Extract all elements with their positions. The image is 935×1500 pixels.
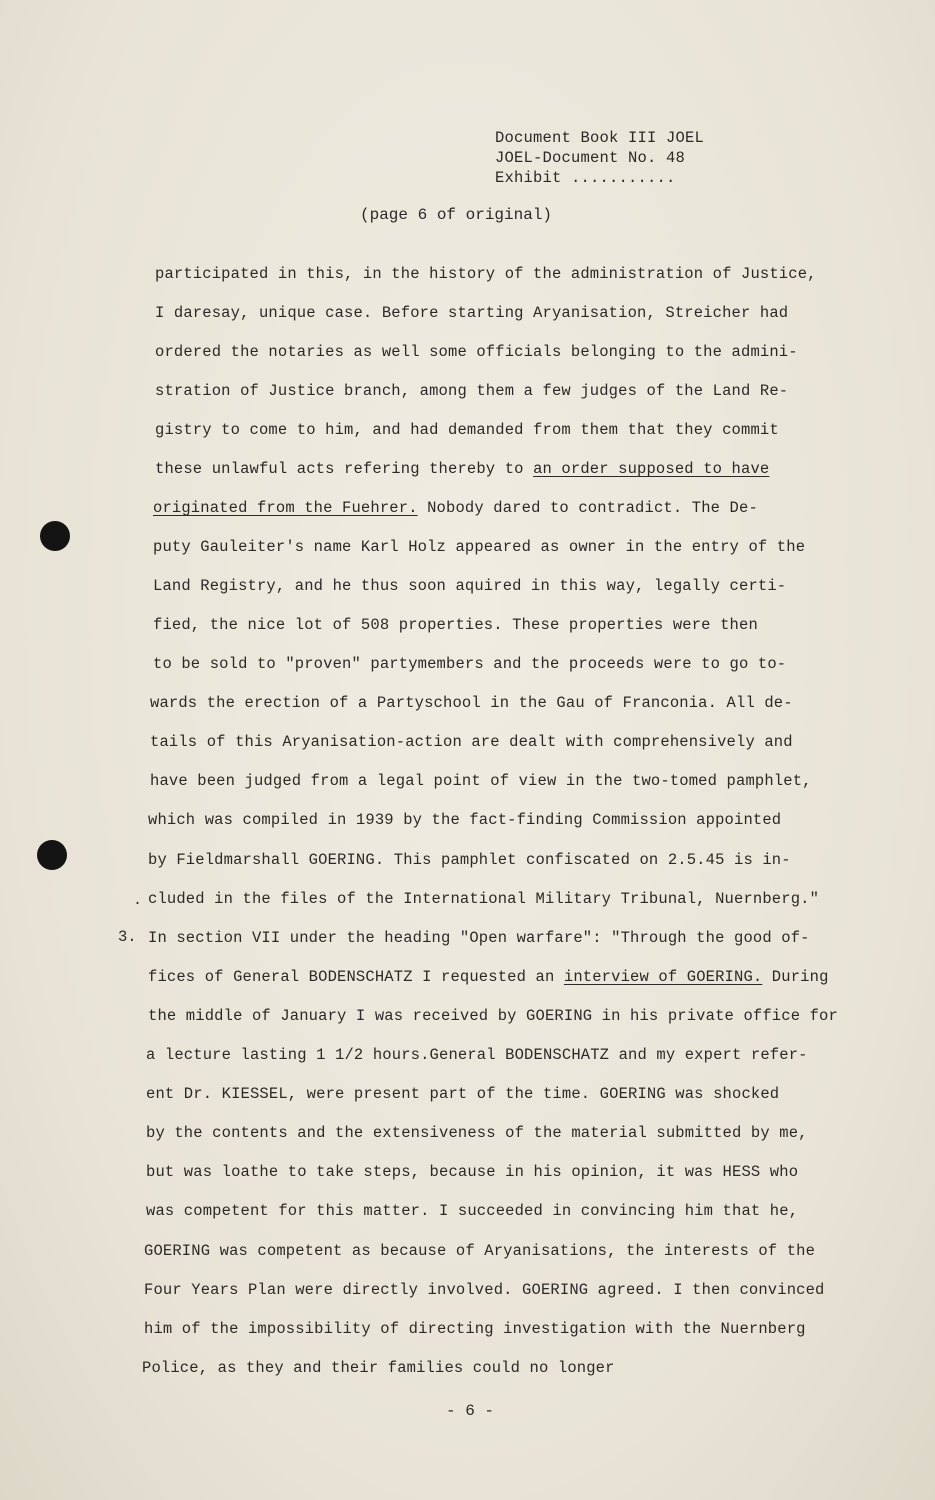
body-line: participated in this, in the history of the administration of Justice,: [155, 265, 817, 283]
body-line: the middle of January I was received by GOERING in his private office for: [148, 1007, 838, 1025]
body-line: have been judged from a legal point of view in the two-tomed pamphlet,: [150, 772, 812, 790]
body-line: Land Registry, and he thus soon aquired in this way, legally certi-: [153, 577, 787, 595]
body-line: these unlawful acts refering thereby to an order supposed to have: [155, 460, 770, 478]
header-line-exhibit: Exhibit ...........: [495, 169, 676, 187]
body-line: which was compiled in 1939 by the fact-finding Commission appointed: [148, 811, 782, 829]
body-line: was competent for this matter. I succeeded in convincing him that he,: [146, 1202, 799, 1220]
item-number: 3.: [118, 928, 137, 946]
body-line: cluded in the files of the International Military Tribunal, Nuernberg.": [148, 890, 820, 908]
body-line: by the contents and the extensiveness of the material submitted by me,: [146, 1124, 808, 1142]
body-line: gistry to come to him, and had demanded from them that they commit: [155, 421, 779, 439]
body-line: wards the erection of a Partyschool in the Gau of Franconia. All de-: [150, 694, 793, 712]
underlined-phrase: an order supposed to have: [533, 460, 770, 478]
body-line: In section VII under the heading "Open warfare": "Through the good of-: [148, 929, 810, 947]
body-line: stration of Justice branch, among them a few judges of the Land Re-: [155, 382, 789, 400]
body-line: ent Dr. KIESSEL, were present part of the time. GOERING was shocked: [146, 1085, 780, 1103]
underlined-phrase: interview of GOERING.: [563, 968, 763, 986]
body-line: I daresay, unique case. Before starting Aryanisation, Streicher had: [155, 304, 789, 322]
body-line: Police, as they and their families could no longer: [142, 1359, 615, 1377]
margin-mark: .: [133, 892, 143, 909]
header-line-doc-no: JOEL-Document No. 48: [495, 149, 686, 167]
body-line: fied, the nice lot of 508 properties. These properties were then: [153, 616, 758, 634]
body-line: a lecture lasting 1 1/2 hours.General BODENSCHATZ and my expert refer-: [146, 1046, 808, 1064]
underlined-phrase: originated from the Fuehrer.: [153, 499, 418, 517]
body-line: originated from the Fuehrer. Nobody dared to contradict. The De-: [153, 499, 758, 517]
page-number: - 6 -: [446, 1402, 495, 1420]
body-line: ordered the notaries as well some officials belonging to the admini-: [155, 343, 798, 361]
body-line: Four Years Plan were directly involved. GOERING agreed. I then convinced: [144, 1281, 825, 1299]
body-line: to be sold to "proven" partymembers and the proceeds were to go to-: [153, 655, 787, 673]
header-line-book: Document Book III JOEL: [495, 129, 705, 147]
page-reference: (page 6 of original): [360, 206, 553, 224]
body-line: but was loathe to take steps, because in his opinion, it was HESS who: [146, 1163, 799, 1181]
body-line: GOERING was competent as because of Aryanisations, the interests of the: [144, 1242, 816, 1260]
document-header: [495, 128, 704, 188]
punch-hole-bottom: [37, 840, 67, 870]
body-line: him of the impossibility of directing investigation with the Nuernberg: [144, 1320, 806, 1338]
body-line: tails of this Aryanisation-action are dealt with comprehensively and: [150, 733, 793, 751]
punch-hole-top: [40, 521, 70, 551]
body-line: by Fieldmarshall GOERING. This pamphlet confiscated on 2.5.45 is in-: [148, 851, 791, 869]
body-line: fices of General BODENSCHATZ I requested an interview of GOERING. During: [148, 968, 829, 986]
body-line: puty Gauleiter's name Karl Holz appeared as owner in the entry of the: [153, 538, 806, 556]
